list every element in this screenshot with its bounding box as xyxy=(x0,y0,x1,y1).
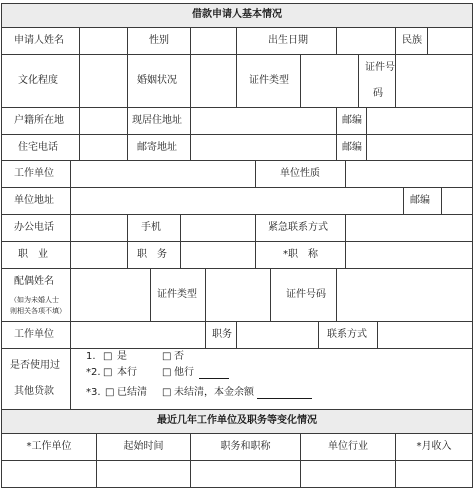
label-marital-status: 婚姻状况 xyxy=(137,75,177,86)
q1-number: 1. xyxy=(86,351,96,362)
home-phone-field[interactable] xyxy=(80,135,126,159)
postcode-field-1[interactable] xyxy=(367,108,471,133)
label-emergency-contact: 紧急联系方式 xyxy=(268,222,328,233)
spouse-id-number-field[interactable] xyxy=(337,269,471,320)
spouse-contact-field[interactable] xyxy=(378,322,471,347)
q2-number: *2. xyxy=(86,367,101,378)
q1-yes-label: 是 xyxy=(117,351,127,362)
employer-address-field[interactable] xyxy=(71,188,402,213)
q2-own-bank-checkbox[interactable]: □ xyxy=(103,367,113,378)
label-employer-nature: 单位性质 xyxy=(280,168,320,179)
position-field[interactable] xyxy=(181,242,254,267)
postcode-field-2[interactable] xyxy=(367,135,471,159)
id-type-field[interactable] xyxy=(301,55,357,106)
postcode-field-3[interactable] xyxy=(442,188,471,213)
label-education: 文化程度 xyxy=(18,75,58,86)
q3-number: *3. xyxy=(86,387,101,398)
mailing-address-field[interactable] xyxy=(191,135,335,159)
emergency-contact-field[interactable] xyxy=(346,215,471,240)
label-spouse-id-number: 证件号码 xyxy=(286,289,326,300)
label-office-phone: 办公电话 xyxy=(14,222,54,233)
history-row-employer[interactable] xyxy=(2,461,95,486)
birth-date-field[interactable] xyxy=(337,28,394,53)
office-phone-field[interactable] xyxy=(71,215,126,240)
q1-yes-checkbox[interactable]: □ xyxy=(103,351,113,362)
label-spouse-name: 配偶姓名 xyxy=(14,276,54,287)
label-home-phone: 住宅电话 xyxy=(18,142,58,153)
spouse-note-line2: 则相关各项不填） xyxy=(10,307,66,315)
label-spouse-contact: 联系方式 xyxy=(327,329,367,340)
label-occupation: 职 业 xyxy=(18,249,48,260)
employer-field[interactable] xyxy=(71,161,254,186)
label-current-address: 现居住地址 xyxy=(132,115,182,126)
label-postcode-1: 邮编 xyxy=(342,115,362,126)
hukou-field[interactable] xyxy=(80,108,126,133)
label-mobile: 手机 xyxy=(141,222,161,233)
history-row-monthly-income[interactable] xyxy=(396,461,471,486)
history-header-start-time: 起始时间 xyxy=(123,441,164,452)
occupation-field[interactable] xyxy=(71,242,126,267)
label-spouse-position: 职务 xyxy=(212,329,232,340)
label-employer: 工作单位 xyxy=(14,168,54,179)
q2-other-bank-blank[interactable] xyxy=(199,378,229,379)
ethnicity-field[interactable] xyxy=(428,28,471,53)
spouse-employer-field[interactable] xyxy=(71,322,204,347)
history-row-position-title[interactable] xyxy=(191,461,299,486)
history-header-position-title: 职务和职称 xyxy=(220,441,271,452)
label-employer-address: 单位地址 xyxy=(14,195,54,206)
q2-other-bank-label: 他行 xyxy=(174,367,194,378)
label-ethnicity: 民族 xyxy=(402,35,422,46)
mobile-field[interactable] xyxy=(181,215,254,240)
label-mailing-address: 邮寄地址 xyxy=(137,142,177,153)
q3-unsettled-label: 未结清，本金余额 xyxy=(174,387,254,398)
history-header-employer: *工作单位 xyxy=(26,441,72,452)
q2-other-bank-checkbox[interactable]: □ xyxy=(162,367,172,378)
employer-nature-field[interactable] xyxy=(346,161,471,186)
label-postcode-3: 邮编 xyxy=(410,195,430,206)
label-other-loans-line1: 是否使用过 xyxy=(10,360,60,371)
q3-settled-label: 已结清 xyxy=(117,387,147,398)
q3-unsettled-checkbox[interactable]: □ xyxy=(162,387,172,398)
label-spouse-id-type: 证件类型 xyxy=(157,289,197,300)
label-id-number-line2: 码 xyxy=(373,88,383,99)
label-id-type: 证件类型 xyxy=(249,75,289,86)
label-other-loans-line2: 其他贷款 xyxy=(14,386,54,397)
q1-no-label: 否 xyxy=(174,351,184,362)
label-applicant-name: 申请人姓名 xyxy=(14,35,64,46)
history-row-start-time[interactable] xyxy=(97,461,189,486)
label-hukou: 户籍所在地 xyxy=(14,115,64,126)
q1-no-checkbox[interactable]: □ xyxy=(162,351,172,362)
applicant-name-field[interactable] xyxy=(80,28,126,53)
spouse-id-type-field[interactable] xyxy=(206,269,269,320)
education-field[interactable] xyxy=(80,55,126,106)
spouse-position-field[interactable] xyxy=(237,322,317,347)
q2-own-bank-label: 本行 xyxy=(117,367,137,378)
history-header-industry: 单位行业 xyxy=(328,441,368,452)
id-number-field[interactable] xyxy=(396,55,471,106)
current-address-field[interactable] xyxy=(191,108,335,133)
q3-principal-balance-blank[interactable] xyxy=(257,398,312,399)
label-id-number-line1: 证件号 xyxy=(365,62,395,73)
form-title: 借款申请人基本情况 xyxy=(192,9,282,20)
spouse-note-line1: （如为未婚人士 xyxy=(10,296,59,304)
label-birth-date: 出生日期 xyxy=(268,35,308,46)
gender-field[interactable] xyxy=(191,28,235,53)
label-spouse-employer: 工作单位 xyxy=(14,329,54,340)
label-professional-title: *职 称 xyxy=(283,249,318,260)
professional-title-field[interactable] xyxy=(346,242,471,267)
label-gender: 性别 xyxy=(149,35,169,46)
section2-title: 最近几年工作单位及职务等变化情况 xyxy=(157,415,317,426)
history-row-industry[interactable] xyxy=(301,461,394,486)
label-postcode-2: 邮编 xyxy=(342,142,362,153)
marital-status-field[interactable] xyxy=(191,55,235,106)
label-position: 职 务 xyxy=(137,249,167,260)
spouse-name-field[interactable] xyxy=(71,269,149,320)
history-header-monthly-income: *月收入 xyxy=(416,441,452,452)
q3-settled-checkbox[interactable]: □ xyxy=(105,387,115,398)
